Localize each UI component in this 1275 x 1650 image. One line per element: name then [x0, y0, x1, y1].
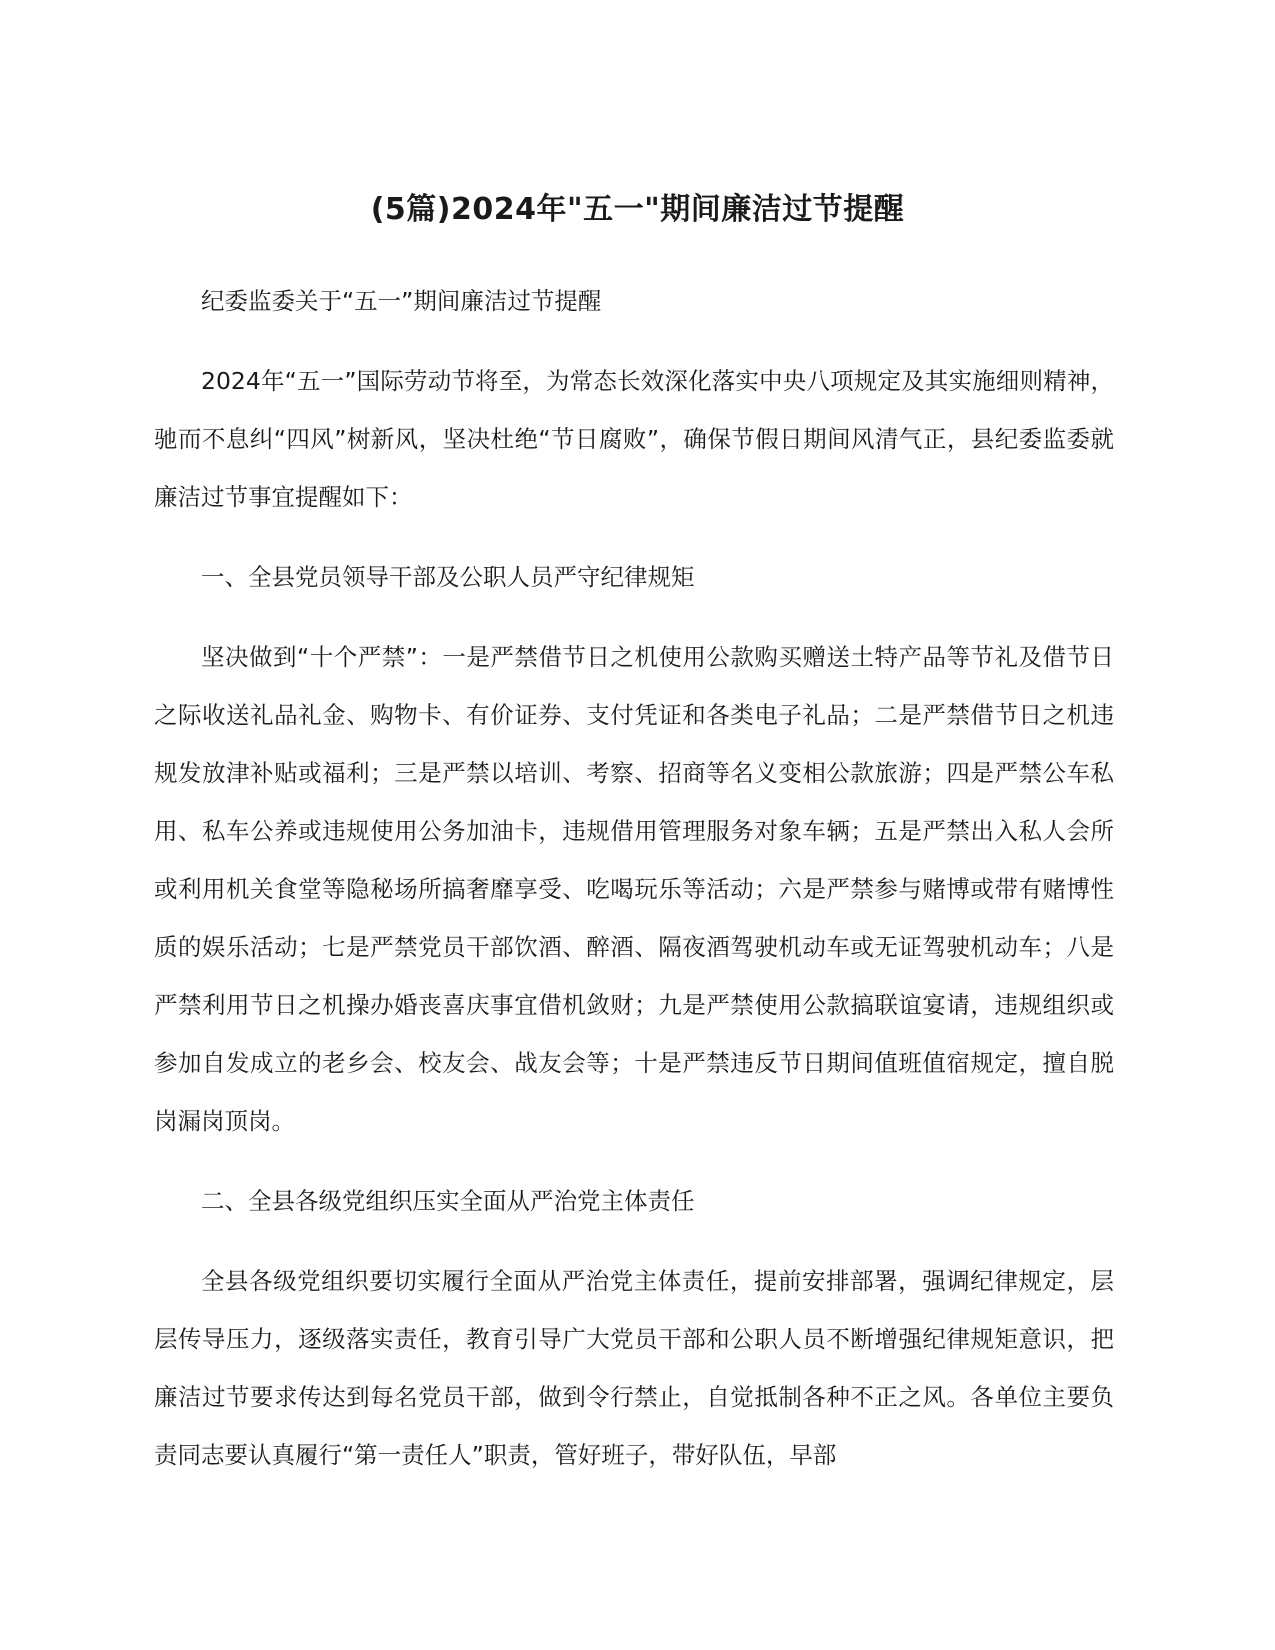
- section-heading-2: 二、全县各级党组织压实全面从严治党主体责任: [201, 1187, 695, 1215]
- intro-paragraph: 2024年“五一”国际劳动节将至，为常态长效深化落实中央八项规定及其实施细则精神，驰而不息纠“四风”树新风，坚决杜绝“节日腐败”，确保节假日期间风清气正，县纪委监委就廉洁过节事宜提醒如下：: [154, 367, 1114, 511]
- document-title: (5篇)2024年"五一"期间廉洁过节提醒: [370, 192, 905, 227]
- document-body: [154, 272, 1114, 1506]
- responsibility-paragraph: 全县各级党组织要切实履行全面从严治党主体责任，提前安排部署，强调纪律规定，层层传导压力，逐级落实责任，教育引导广大党员干部和公职人员不断增强纪律规矩意识，把廉洁过节要求传达到每名党员干部，做到令行禁止，自觉抵制各种不正之风。各单位主要负责同志要认真履行“第一责任人”职责，管好班子，带好队伍，早部: [154, 1267, 1114, 1469]
- ten-prohibitions-paragraph: 坚决做到“十个严禁”：一是严禁借节日之机使用公款购买赠送土特产品等节礼及借节日之际收送礼品礼金、购物卡、有价证券、支付凭证和各类电子礼品；二是严禁借节日之机违规发放津补贴或福利；三是严禁以培训、考察、招商等名义变相公款旅游；四是严禁公车私用、私车公养或违规使用公务加油卡，违规借用管理服务对象车辆；五是严禁出入私人会所或利用机关食堂等隐秘场所搞奢靡享受、吃喝玩乐等活动；六是严禁参与赌博或带有赌博性质的娱乐活动；七是严禁党员干部饮酒、醉酒、隔夜酒驾驶机动车或无证驾驶机动车；八是严禁利用节日之机操办婚丧喜庆事宜借机敛财；九是严禁使用公款搞联谊宴请，违规组织或参加自发成立的老乡会、校友会、战友会等；十是严禁违反节日期间值班值宿规定，擅自脱岗漏岗顶岗。: [154, 643, 1114, 1135]
- section-subtitle: 纪委监委关于“五一”期间廉洁过节提醒: [201, 287, 602, 315]
- section-heading-1: 一、全县党员领导干部及公职人员严守纪律规矩: [201, 563, 695, 591]
